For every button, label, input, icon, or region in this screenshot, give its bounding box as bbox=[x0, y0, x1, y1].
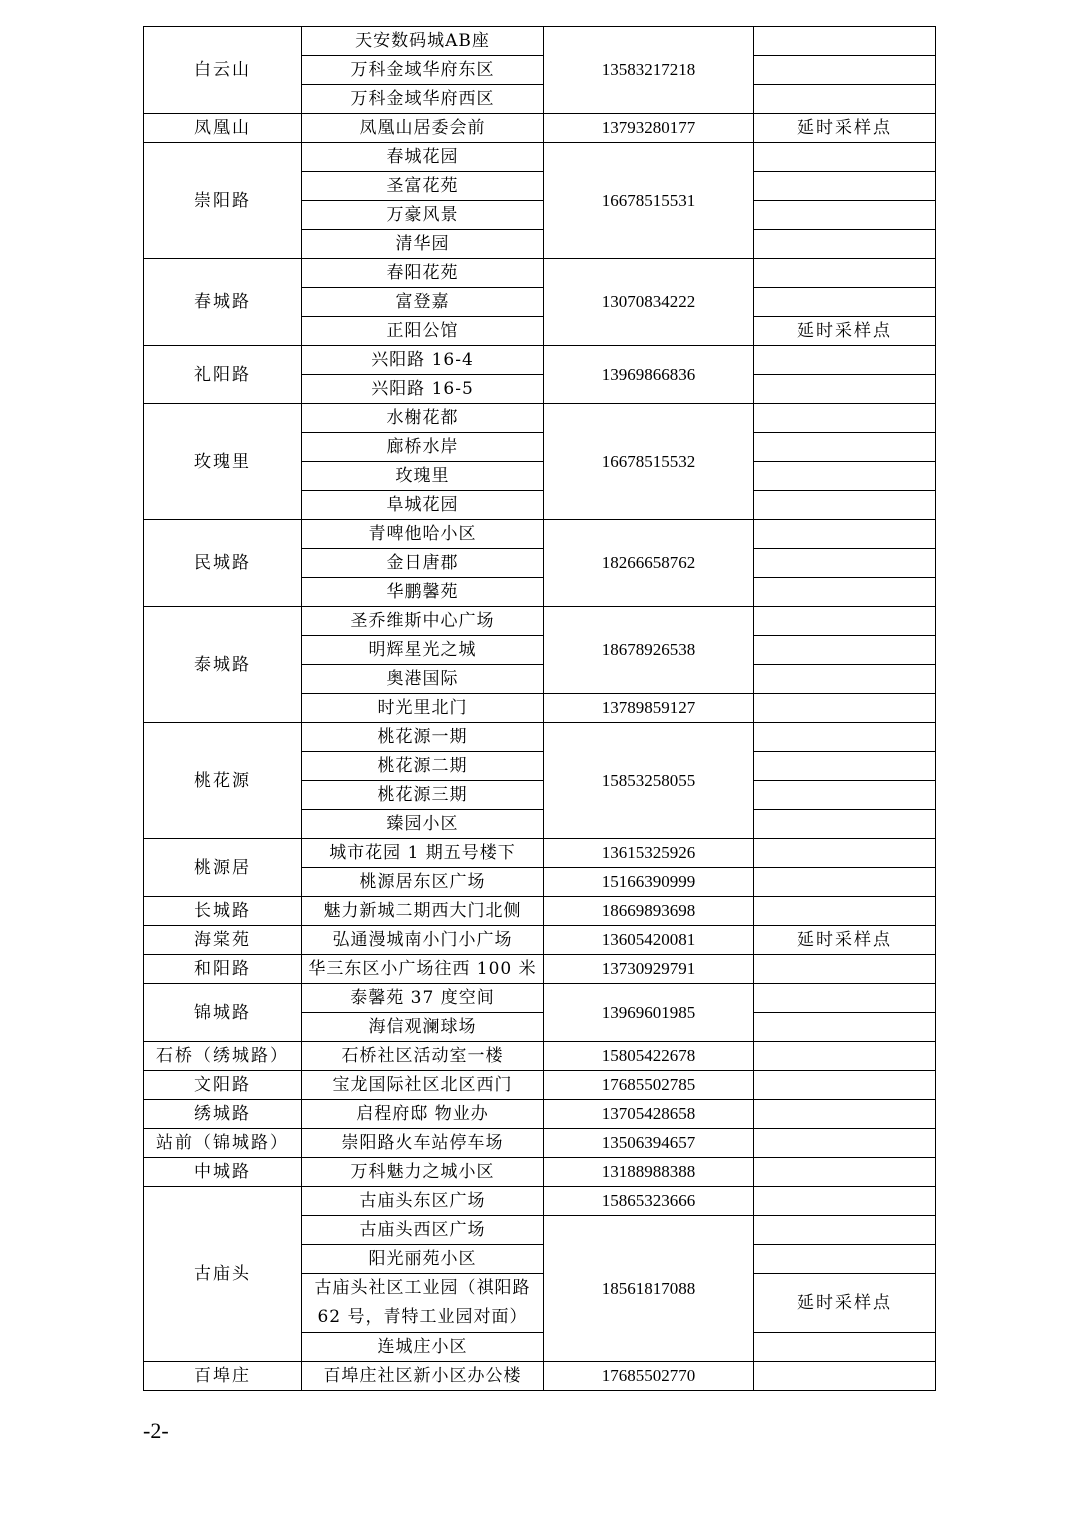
note-cell bbox=[754, 549, 936, 578]
community-cell: 白云山 bbox=[144, 27, 302, 114]
phone-cell: 13188988388 bbox=[544, 1158, 754, 1187]
note-cell bbox=[754, 897, 936, 926]
note-cell bbox=[754, 839, 936, 868]
address-cell: 阜城花园 bbox=[302, 491, 544, 520]
phone-cell: 15166390999 bbox=[544, 868, 754, 897]
community-cell: 百埠庄 bbox=[144, 1362, 302, 1391]
address-cell: 魅力新城二期西大门北侧 bbox=[302, 897, 544, 926]
address-cell: 百埠庄社区新小区办公楼 bbox=[302, 1362, 544, 1391]
community-cell: 礼阳路 bbox=[144, 346, 302, 404]
table-row bbox=[144, 1100, 936, 1129]
note-cell bbox=[754, 1042, 936, 1071]
table-row bbox=[144, 1042, 936, 1071]
note-cell bbox=[754, 1013, 936, 1042]
table-row bbox=[144, 259, 936, 288]
table-row bbox=[144, 723, 936, 752]
note-cell bbox=[754, 85, 936, 114]
community-cell: 古庙头 bbox=[144, 1187, 302, 1362]
address-cell: 桃花源三期 bbox=[302, 781, 544, 810]
note-cell bbox=[754, 520, 936, 549]
note-cell bbox=[754, 1158, 936, 1187]
address-cell: 清华园 bbox=[302, 230, 544, 259]
address-cell: 金日唐郡 bbox=[302, 549, 544, 578]
table-row bbox=[144, 1071, 936, 1100]
address-cell: 万科金域华府东区 bbox=[302, 56, 544, 85]
phone-cell: 13506394657 bbox=[544, 1129, 754, 1158]
note-cell bbox=[754, 230, 936, 259]
note-cell bbox=[754, 404, 936, 433]
phone-cell: 13730929791 bbox=[544, 955, 754, 984]
address-cell: 石桥社区活动室一楼 bbox=[302, 1042, 544, 1071]
community-cell: 民城路 bbox=[144, 520, 302, 607]
note-cell: 延时采样点 bbox=[754, 317, 936, 346]
table-row bbox=[144, 1187, 936, 1216]
address-cell: 富登嘉 bbox=[302, 288, 544, 317]
table-row bbox=[144, 404, 936, 433]
table-row bbox=[144, 839, 936, 868]
page-number: -2- bbox=[143, 1418, 169, 1443]
address-cell: 古庙头东区广场 bbox=[302, 1187, 544, 1216]
table-row bbox=[144, 1362, 936, 1391]
community-cell: 泰城路 bbox=[144, 607, 302, 723]
phone-cell: 13705428658 bbox=[544, 1100, 754, 1129]
phone-cell: 16678515532 bbox=[544, 404, 754, 520]
address-cell: 天安数码城AB座 bbox=[302, 27, 544, 56]
address-cell: 泰馨苑 37 度空间 bbox=[302, 984, 544, 1013]
address-cell: 弘通漫城南小门小广场 bbox=[302, 926, 544, 955]
address-cell: 华鹏馨苑 bbox=[302, 578, 544, 607]
address-cell: 奥港国际 bbox=[302, 665, 544, 694]
community-cell: 站前（锦城路） bbox=[144, 1129, 302, 1158]
note-cell bbox=[754, 346, 936, 375]
phone-cell: 13789859127 bbox=[544, 694, 754, 723]
note-cell bbox=[754, 172, 936, 201]
address-cell: 兴阳路 16-5 bbox=[302, 375, 544, 404]
phone-cell: 13793280177 bbox=[544, 114, 754, 143]
note-cell: 延时采样点 bbox=[754, 114, 936, 143]
note-cell bbox=[754, 1362, 936, 1391]
phone-cell: 16678515531 bbox=[544, 143, 754, 259]
note-cell bbox=[754, 752, 936, 781]
note-cell bbox=[754, 1100, 936, 1129]
community-cell: 海棠苑 bbox=[144, 926, 302, 955]
note-cell bbox=[754, 1187, 936, 1216]
community-cell: 崇阳路 bbox=[144, 143, 302, 259]
table-row bbox=[144, 114, 936, 143]
phone-cell: 13615325926 bbox=[544, 839, 754, 868]
address-cell: 圣富花苑 bbox=[302, 172, 544, 201]
address-cell: 桃花源一期 bbox=[302, 723, 544, 752]
note-cell bbox=[754, 868, 936, 897]
address-cell: 华三东区小广场往西 100 米 bbox=[302, 955, 544, 984]
phone-cell: 13070834222 bbox=[544, 259, 754, 346]
note-cell bbox=[754, 578, 936, 607]
table-row bbox=[144, 143, 936, 172]
address-cell: 万科金域华府西区 bbox=[302, 85, 544, 114]
phone-cell: 17685502785 bbox=[544, 1071, 754, 1100]
phone-cell: 17685502770 bbox=[544, 1362, 754, 1391]
address-cell: 桃源居东区广场 bbox=[302, 868, 544, 897]
note-cell bbox=[754, 143, 936, 172]
address-cell: 崇阳路火车站停车场 bbox=[302, 1129, 544, 1158]
phone-cell: 18561817088 bbox=[544, 1216, 754, 1362]
note-cell bbox=[754, 694, 936, 723]
note-cell: 延时采样点 bbox=[754, 926, 936, 955]
table-row bbox=[144, 897, 936, 926]
phone-cell: 18669893698 bbox=[544, 897, 754, 926]
note-cell bbox=[754, 955, 936, 984]
note-cell bbox=[754, 1333, 936, 1362]
note-cell bbox=[754, 607, 936, 636]
table-row bbox=[144, 346, 936, 375]
address-cell: 水榭花都 bbox=[302, 404, 544, 433]
phone-cell: 15853258055 bbox=[544, 723, 754, 839]
phone-cell: 13969601985 bbox=[544, 984, 754, 1042]
table-row bbox=[144, 1129, 936, 1158]
community-cell: 锦城路 bbox=[144, 984, 302, 1042]
address-cell: 臻园小区 bbox=[302, 810, 544, 839]
community-cell: 中城路 bbox=[144, 1158, 302, 1187]
address-cell: 阳光丽苑小区 bbox=[302, 1245, 544, 1274]
address-cell: 兴阳路 16-4 bbox=[302, 346, 544, 375]
address-cell: 桃花源二期 bbox=[302, 752, 544, 781]
phone-cell: 13583217218 bbox=[544, 27, 754, 114]
address-cell: 青啤他哈小区 bbox=[302, 520, 544, 549]
address-cell: 古庙头社区工业园（祺阳路 62 号，青特工业园对面） bbox=[302, 1274, 544, 1333]
note-cell bbox=[754, 1216, 936, 1245]
address-cell: 廊桥水岸 bbox=[302, 433, 544, 462]
phone-cell: 15865323666 bbox=[544, 1187, 754, 1216]
note-cell bbox=[754, 201, 936, 230]
address-cell: 宝龙国际社区北区西门 bbox=[302, 1071, 544, 1100]
note-cell bbox=[754, 433, 936, 462]
community-cell: 春城路 bbox=[144, 259, 302, 346]
community-cell: 凤凰山 bbox=[144, 114, 302, 143]
community-cell: 文阳路 bbox=[144, 1071, 302, 1100]
note-cell bbox=[754, 723, 936, 752]
address-cell: 海信观澜球场 bbox=[302, 1013, 544, 1042]
note-cell bbox=[754, 56, 936, 85]
community-cell: 桃源居 bbox=[144, 839, 302, 897]
note-cell bbox=[754, 1071, 936, 1100]
address-cell: 启程府邸 物业办 bbox=[302, 1100, 544, 1129]
table-row bbox=[144, 984, 936, 1013]
address-cell: 古庙头西区广场 bbox=[302, 1216, 544, 1245]
address-cell: 连城庄小区 bbox=[302, 1333, 544, 1362]
table-row bbox=[144, 27, 936, 56]
phone-cell: 15805422678 bbox=[544, 1042, 754, 1071]
address-cell: 城市花园 1 期五号楼下 bbox=[302, 839, 544, 868]
phone-cell: 18678926538 bbox=[544, 607, 754, 694]
note-cell bbox=[754, 636, 936, 665]
note-cell: 延时采样点 bbox=[754, 1274, 936, 1333]
address-cell: 时光里北门 bbox=[302, 694, 544, 723]
note-cell bbox=[754, 984, 936, 1013]
phone-cell: 18266658762 bbox=[544, 520, 754, 607]
phone-cell: 13605420081 bbox=[544, 926, 754, 955]
address-cell: 万豪风景 bbox=[302, 201, 544, 230]
note-cell bbox=[754, 288, 936, 317]
address-cell: 圣乔维斯中心广场 bbox=[302, 607, 544, 636]
note-cell bbox=[754, 1245, 936, 1274]
note-cell bbox=[754, 259, 936, 288]
community-cell: 玫瑰里 bbox=[144, 404, 302, 520]
note-cell bbox=[754, 375, 936, 404]
note-cell bbox=[754, 1129, 936, 1158]
table-row bbox=[144, 1158, 936, 1187]
address-cell: 春城花园 bbox=[302, 143, 544, 172]
table-row bbox=[144, 607, 936, 636]
table-row bbox=[144, 955, 936, 984]
address-cell: 正阳公馆 bbox=[302, 317, 544, 346]
address-cell: 春阳花苑 bbox=[302, 259, 544, 288]
community-cell: 桃花源 bbox=[144, 723, 302, 839]
address-cell: 明辉星光之城 bbox=[302, 636, 544, 665]
community-cell: 石桥（绣城路） bbox=[144, 1042, 302, 1071]
note-cell bbox=[754, 781, 936, 810]
community-cell: 长城路 bbox=[144, 897, 302, 926]
community-cell: 和阳路 bbox=[144, 955, 302, 984]
address-cell: 万科魅力之城小区 bbox=[302, 1158, 544, 1187]
sampling-points-table bbox=[143, 26, 936, 1391]
address-cell: 凤凰山居委会前 bbox=[302, 114, 544, 143]
note-cell bbox=[754, 27, 936, 56]
table-row bbox=[144, 520, 936, 549]
phone-cell: 13969866836 bbox=[544, 346, 754, 404]
table-row bbox=[144, 926, 936, 955]
community-cell: 绣城路 bbox=[144, 1100, 302, 1129]
note-cell bbox=[754, 491, 936, 520]
note-cell bbox=[754, 462, 936, 491]
note-cell bbox=[754, 665, 936, 694]
address-cell: 玫瑰里 bbox=[302, 462, 544, 491]
note-cell bbox=[754, 810, 936, 839]
